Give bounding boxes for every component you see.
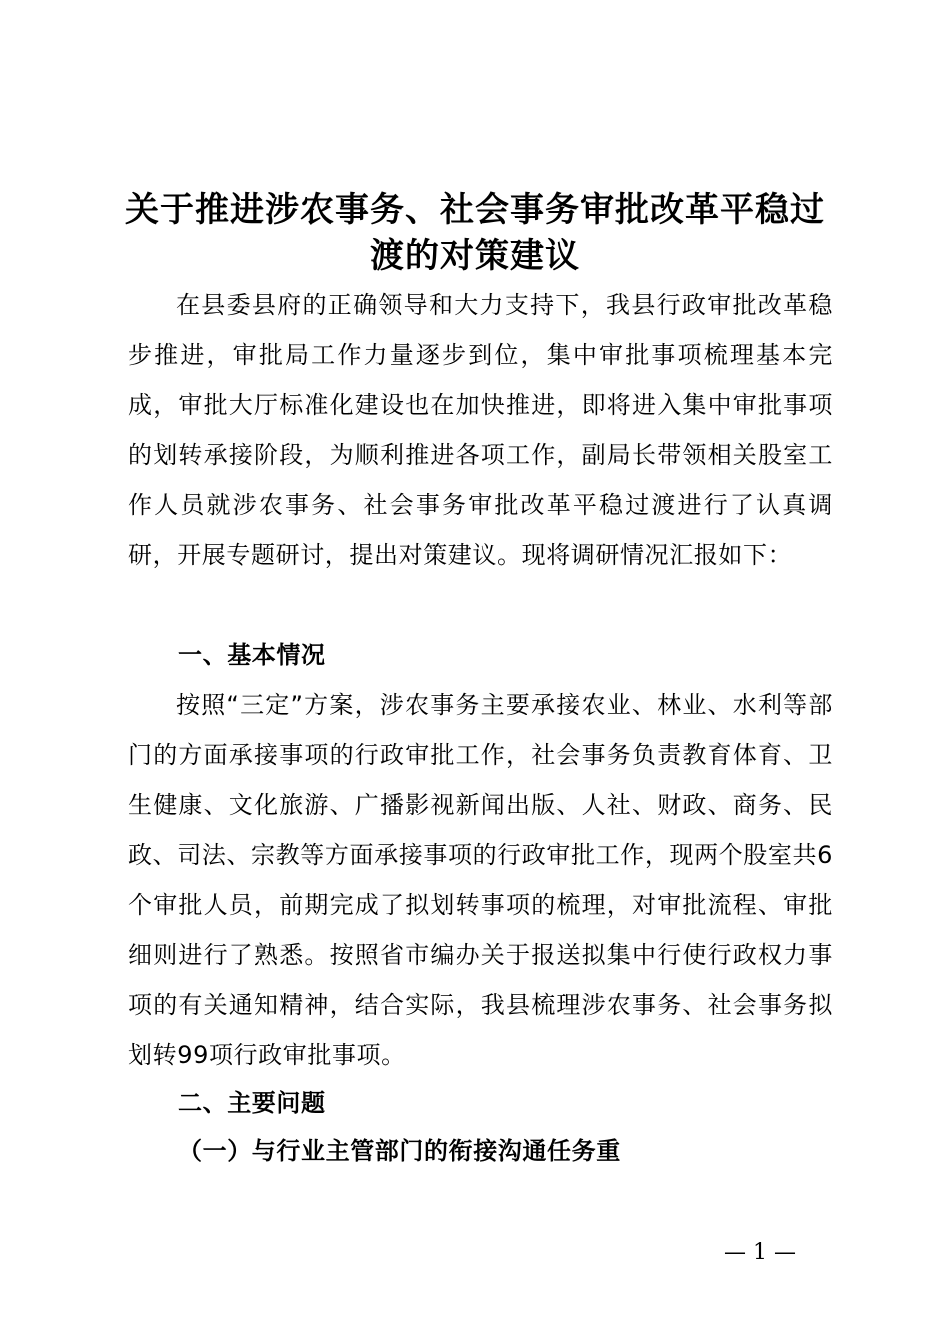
document-title-line1: 关于推进涉农事务、社会事务审批改革平稳过 xyxy=(125,190,825,230)
intro-paragraph: 在县委县府的正确领导和大力支持下，我县行政审批改革稳步推进，审批局工作力量逐步到位，集中审批事项梳理基本完成，审批大厅标准化建设也在加快推进，即将进入集中审批事项的划转承接阶段，为顺利推进各项工作，副局长带领相关股室工作人员就涉农事务、社会事务审批改革平稳过渡进行了认真调研，开展专题研讨，提出对策建议。现将调研情况汇报如下： xyxy=(128,291,833,569)
document-title-line2: 渡的对策建议 xyxy=(370,236,580,276)
page-number: — 1 — xyxy=(724,1240,796,1265)
subsection-heading-coordination: （一）与行业主管部门的衔接沟通任务重 xyxy=(178,1137,621,1165)
section-heading-main-problems: 二、主要问题 xyxy=(178,1089,326,1117)
basic-situation-paragraph: 按照“三定”方案，涉农事务主要承接农业、林业、水利等部门的方面承接事项的行政审批工作，社会事务负责教育体育、卫生健康、文化旅游、广播影视新闻出版、人社、财政、商务、民政、司法、宗教等方面承接事项的行政审批工作，现两个股室共6个审批人员，前期完成了拟划转事项的梳理，对审批流程、审批细则进行了熟悉。按照省市编办关于报送拟集中行使行政权力事项的有关通知精神，结合实际，我县梳理涉农事务、社会事务拟划转99项行政审批事项。 xyxy=(128,691,833,1069)
section-heading-basic-situation: 一、基本情况 xyxy=(178,641,326,669)
